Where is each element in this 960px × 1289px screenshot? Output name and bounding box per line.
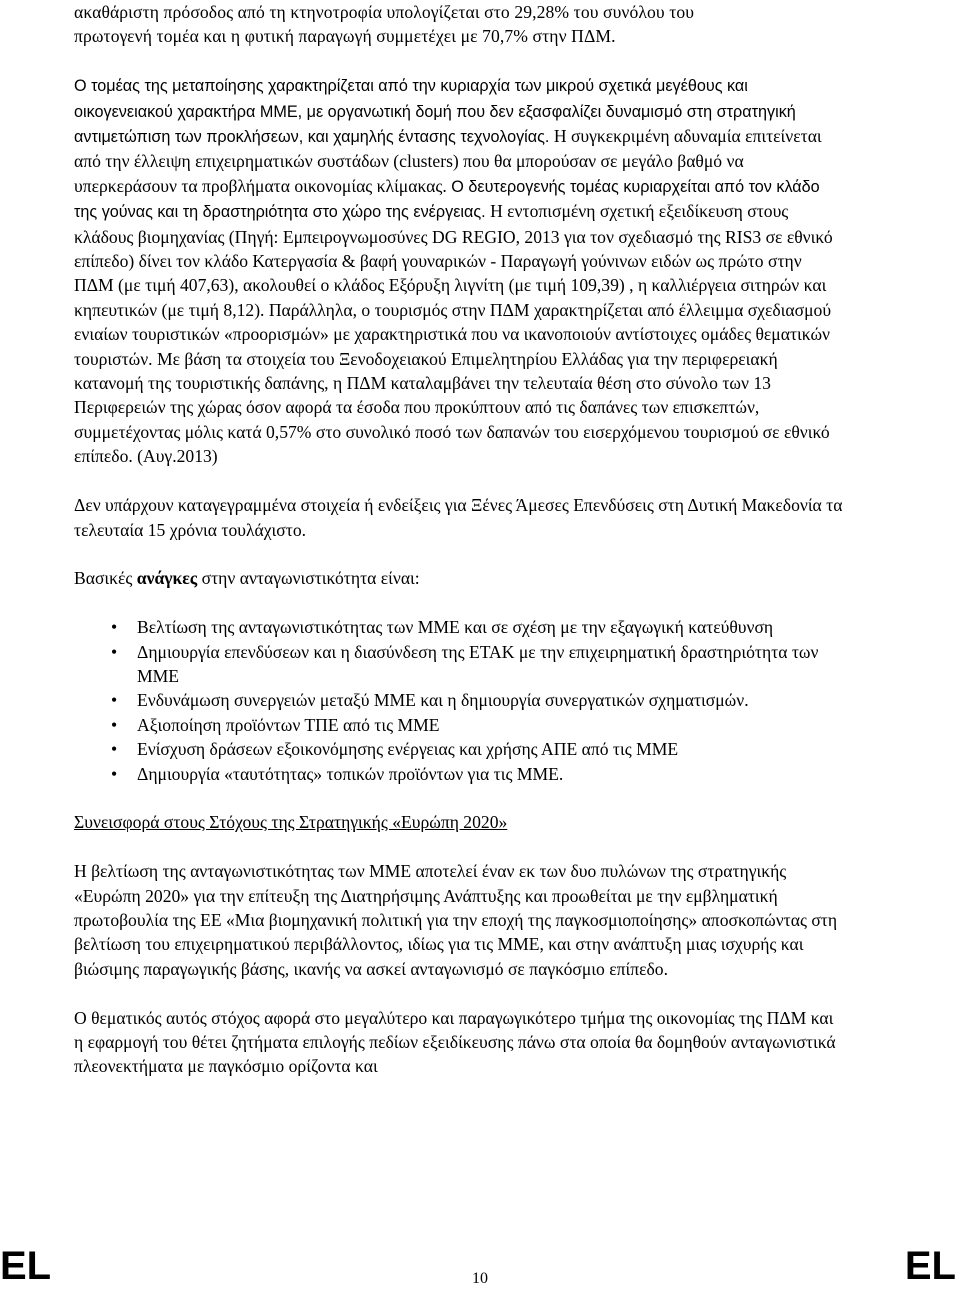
list-item xyxy=(74,640,844,689)
text-line: ακαθάριστη πρόσοδος από τη κτηνοτροφία υπολογίζεται στο 29,28% του συνόλου του xyxy=(74,2,695,22)
list-item-text: Βελτίωση της ανταγωνιστικότητας των ΜΜΕ και σε σχέση με την εξαγωγική κατεύθυνση xyxy=(137,617,774,638)
list-item-text: Ενίσχυση δράσεων εξοικονόμησης ενέργειας και χρήσης ΑΠΕ από τις ΜΜΕ xyxy=(137,739,679,760)
paragraph-europe-2020: Η βελτίωση της ανταγωνιστικότητας των ΜΜΕ αποτελεί έναν εκ των δυο πυλώνων της στρατηγικής «Ευρώπη 2020» για την επίτευξη της Διατηρήσιμης Ανάπτυξης και προωθείται με την εμβληματική πρωτοβουλία της ΕΕ «Μια βιομηχανική πολιτική για την εποχή της παγκοσμιοποίησης» αποσκοπώντας στη βελτίωση του επιχειρηματικού περιβάλλοντος, ιδίως για τις ΜΜΕ, και στην ανάπτυξη μιας ισχυρής και βιώσιμης παραγωγικής βάσης, ικανής να ασκεί ανταγωνισμό σε παγκόσμιο επίπεδο. xyxy=(74,861,838,979)
bullet-icon: • xyxy=(111,617,118,638)
text-line: πρωτογενή τομέα και η φυτική παραγωγή συμμετέχει με 70,7% στην ΠΔΜ. xyxy=(74,26,616,47)
paragraph-intro xyxy=(74,0,844,49)
text-run: Βασικές xyxy=(74,568,137,589)
bullet-icon: • xyxy=(111,763,118,784)
paragraph-thematic-goal: Ο θεματικός αυτός στόχος αφορά στο μεγαλύτερο και παραγωγικότερο τμήμα της οικονομίας της ΠΔΜ και η εφαρμογή του θέτει ζητήματα επιλογής πεδίων εξειδίκευσης πάνω στα οποία θα δομηθούν ανταγωνιστικά πλεονεκτήματα με παγκόσμιο ορίζοντα και xyxy=(74,1007,836,1077)
section-heading: Συνεισφορά στους Στόχους της Στρατηγικής «Ευρώπη 2020» xyxy=(74,812,508,833)
bullet-icon: • xyxy=(111,739,118,760)
text-sans: Ο τομέας της μεταποίησης χαρακτηρίζεται από την κυριαρχία των μικρού σχετικά μεγέθους και οικογενειακού χαρακτήρα ΜΜΕ, με οργανωτική δομή που δεν εξασφαλίζει δυναμισμό στη στρατηγική αντιμετώπιση των προκλήσεων, και χαμηλής έντασης τεχνολογίας. xyxy=(74,77,796,147)
bullet-icon: • xyxy=(111,714,118,735)
bold-keyword: ανάγκες xyxy=(136,568,198,589)
language-marker-right: EL xyxy=(904,1244,956,1288)
list-item xyxy=(74,615,844,639)
bullet-icon: • xyxy=(111,690,118,711)
paragraph-manufacturing xyxy=(74,73,844,469)
list-item xyxy=(74,713,844,737)
list-item xyxy=(74,688,844,712)
text-sans: Ο δευτερογενής τομέας κυριαρχείται από τον κλάδο της γούνας και τη δραστηριότητα στο χώρο της ενέργειας. xyxy=(74,177,820,222)
paragraph-needs-intro xyxy=(74,566,844,590)
list-item-text: Αξιοποίηση προϊόντων ΤΠΕ από τις ΜΜΕ xyxy=(137,714,440,735)
page-number: 10 xyxy=(472,1270,488,1287)
bullet-icon: • xyxy=(111,641,118,662)
list-item-text: Δημιουργία επενδύσεων και η διασύνδεση της ΕΤΑΚ με την επιχειρηματική δραστηριότητα των ΜΜΕ xyxy=(137,641,819,686)
list-item-text: Δημιουργία «ταυτότητας» τοπικών προϊόντων για τις ΜΜΕ. xyxy=(137,763,564,784)
language-marker-left: EL xyxy=(0,1244,52,1288)
document-body xyxy=(74,0,844,1079)
list-item xyxy=(74,737,844,761)
text-run: στην ανταγωνιστικότητα είναι: xyxy=(197,568,420,589)
text-serif: Η συγκεκριμένη αδυναμία επιτείνεται από την έλλειψη επιχειρηματικών συστάδων (clusters) που θα μπορούσαν σε μεγάλο βαθμό να υπερκεράσουν τα προβλήματα οικονομίας κλίμακας. xyxy=(74,126,822,196)
list-item-text: Ενδυνάμωση συνεργειών μεταξύ ΜΜΕ και η δημιουργία συνεργατικών σχηματισμών. xyxy=(137,690,749,711)
needs-list xyxy=(74,615,844,786)
list-item xyxy=(74,762,844,786)
paragraph-fdi: Δεν υπάρχουν καταγεγραμμένα στοιχεία ή ενδείξεις για Ξένες Άμεσες Επενδύσεις στη Δυτική Μακεδονία τα τελευταία 15 χρόνια τουλάχιστο. xyxy=(74,495,843,540)
text-serif: Η εντοπισμένη σχετική εξειδίκευση στους κλάδους βιομηχανίας (Πηγή: Εμπειρογνωμοσύνες DG REGIO, 2013 για τον σχεδιασμό της RIS3 σε εθνικό επίπεδο) δίνει τον κλάδο Κατεργασία & βαφή γουναρικών - Παραγωγή γούνινων ειδών ως πρώτο στην ΠΔΜ (με τιμή 407,63), ακολουθεί ο κλάδος Εξόρυξη λιγνίτη (με τιμή 109,39) , η καλλιέργεια σιτηρών και κηπευτικών (με τιμή 8,12). Παράλληλα, ο τουρισμός στην ΠΔΜ χαρακτηρίζεται από έλλειμμα σχεδιασμού ενιαίων τουριστικών «προορισμών» με χαρακτηριστικά που να ικανοποιούν αντίστοιχες ομάδες θεματικών τουριστών. Με βάση τα στοιχεία του Ξενοδοχειακού Επιμελητηρίου Ελλάδας για την περιφερειακή κατανομή της τουριστικής δαπάνης, η ΠΔΜ καταλαμβάνει την τελευταία θέση στο σύνολο των 13 Περιφερειών της χώρας όσον αφορά τα έσοδα που προκύπτουν από τις δαπάνες των επισκεπτών, συμμετέχοντας μόλις κατά 0,57% στο συνολικό ποσό των δαπανών του εισερχόμενου τουρισμού σε εθνικό επίπεδο. (Αυγ.2013) xyxy=(74,201,833,467)
